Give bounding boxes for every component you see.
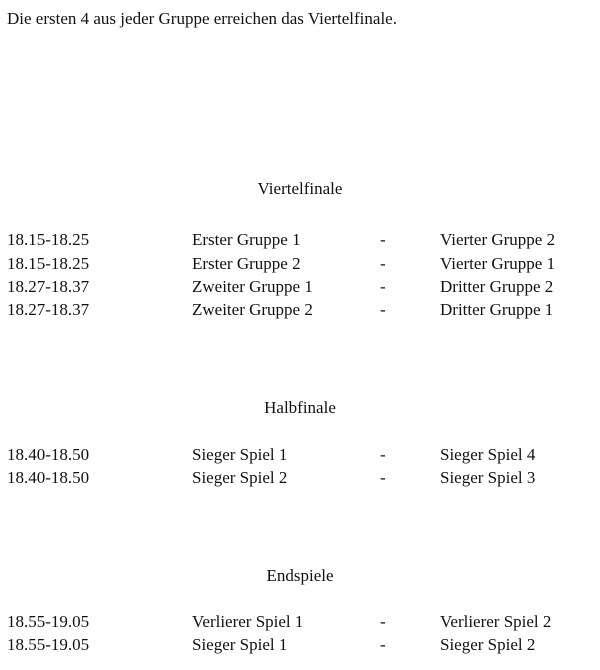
match-row bbox=[0, 636, 600, 658]
match-home-team: Erster Gruppe 1 bbox=[192, 230, 301, 249]
match-away-team: Vierter Gruppe 1 bbox=[440, 254, 556, 273]
match-home-team: Zweiter Gruppe 2 bbox=[192, 300, 313, 319]
section-title-endspiele: Endspiele bbox=[266, 566, 334, 585]
match-home-team: Sieger Spiel 1 bbox=[192, 635, 288, 654]
match-row bbox=[0, 613, 600, 635]
match-time: 18.40-18.50 bbox=[7, 468, 90, 487]
match-row bbox=[0, 469, 600, 491]
match-home-team: Sieger Spiel 1 bbox=[192, 445, 288, 464]
match-time: 18.15-18.25 bbox=[7, 254, 90, 273]
match-separator: - bbox=[380, 635, 386, 654]
section-title-viertelfinale: Viertelfinale bbox=[257, 179, 343, 198]
match-separator: - bbox=[380, 230, 386, 249]
match-separator: - bbox=[380, 468, 386, 487]
match-away-team: Sieger Spiel 2 bbox=[440, 635, 536, 654]
match-row bbox=[0, 301, 600, 323]
match-row bbox=[0, 446, 600, 468]
match-home-team: Zweiter Gruppe 1 bbox=[192, 277, 313, 296]
match-separator: - bbox=[380, 300, 386, 319]
match-away-team: Sieger Spiel 4 bbox=[440, 445, 536, 464]
match-time: 18.40-18.50 bbox=[7, 445, 90, 464]
match-time: 18.27-18.37 bbox=[7, 300, 90, 319]
match-time: 18.55-19.05 bbox=[7, 635, 90, 654]
match-home-team: Erster Gruppe 2 bbox=[192, 254, 301, 273]
match-row bbox=[0, 278, 600, 300]
match-row bbox=[0, 255, 600, 277]
match-away-team: Sieger Spiel 3 bbox=[440, 468, 536, 487]
match-row bbox=[0, 231, 600, 253]
match-away-team: Vierter Gruppe 2 bbox=[440, 230, 556, 249]
match-home-team: Sieger Spiel 2 bbox=[192, 468, 288, 487]
intro-text: Die ersten 4 aus jeder Gruppe erreichen das Viertelfinale. bbox=[7, 9, 397, 28]
match-separator: - bbox=[380, 277, 386, 296]
match-time: 18.15-18.25 bbox=[7, 230, 90, 249]
match-away-team: Dritter Gruppe 2 bbox=[440, 277, 554, 296]
match-time: 18.55-19.05 bbox=[7, 612, 90, 631]
match-away-team: Verlierer Spiel 2 bbox=[440, 612, 552, 631]
section-title-halbfinale: Halbfinale bbox=[264, 398, 336, 417]
match-away-team: Dritter Gruppe 1 bbox=[440, 300, 554, 319]
match-separator: - bbox=[380, 612, 386, 631]
match-separator: - bbox=[380, 254, 386, 273]
match-time: 18.27-18.37 bbox=[7, 277, 90, 296]
match-separator: - bbox=[380, 445, 386, 464]
match-home-team: Verlierer Spiel 1 bbox=[192, 612, 304, 631]
